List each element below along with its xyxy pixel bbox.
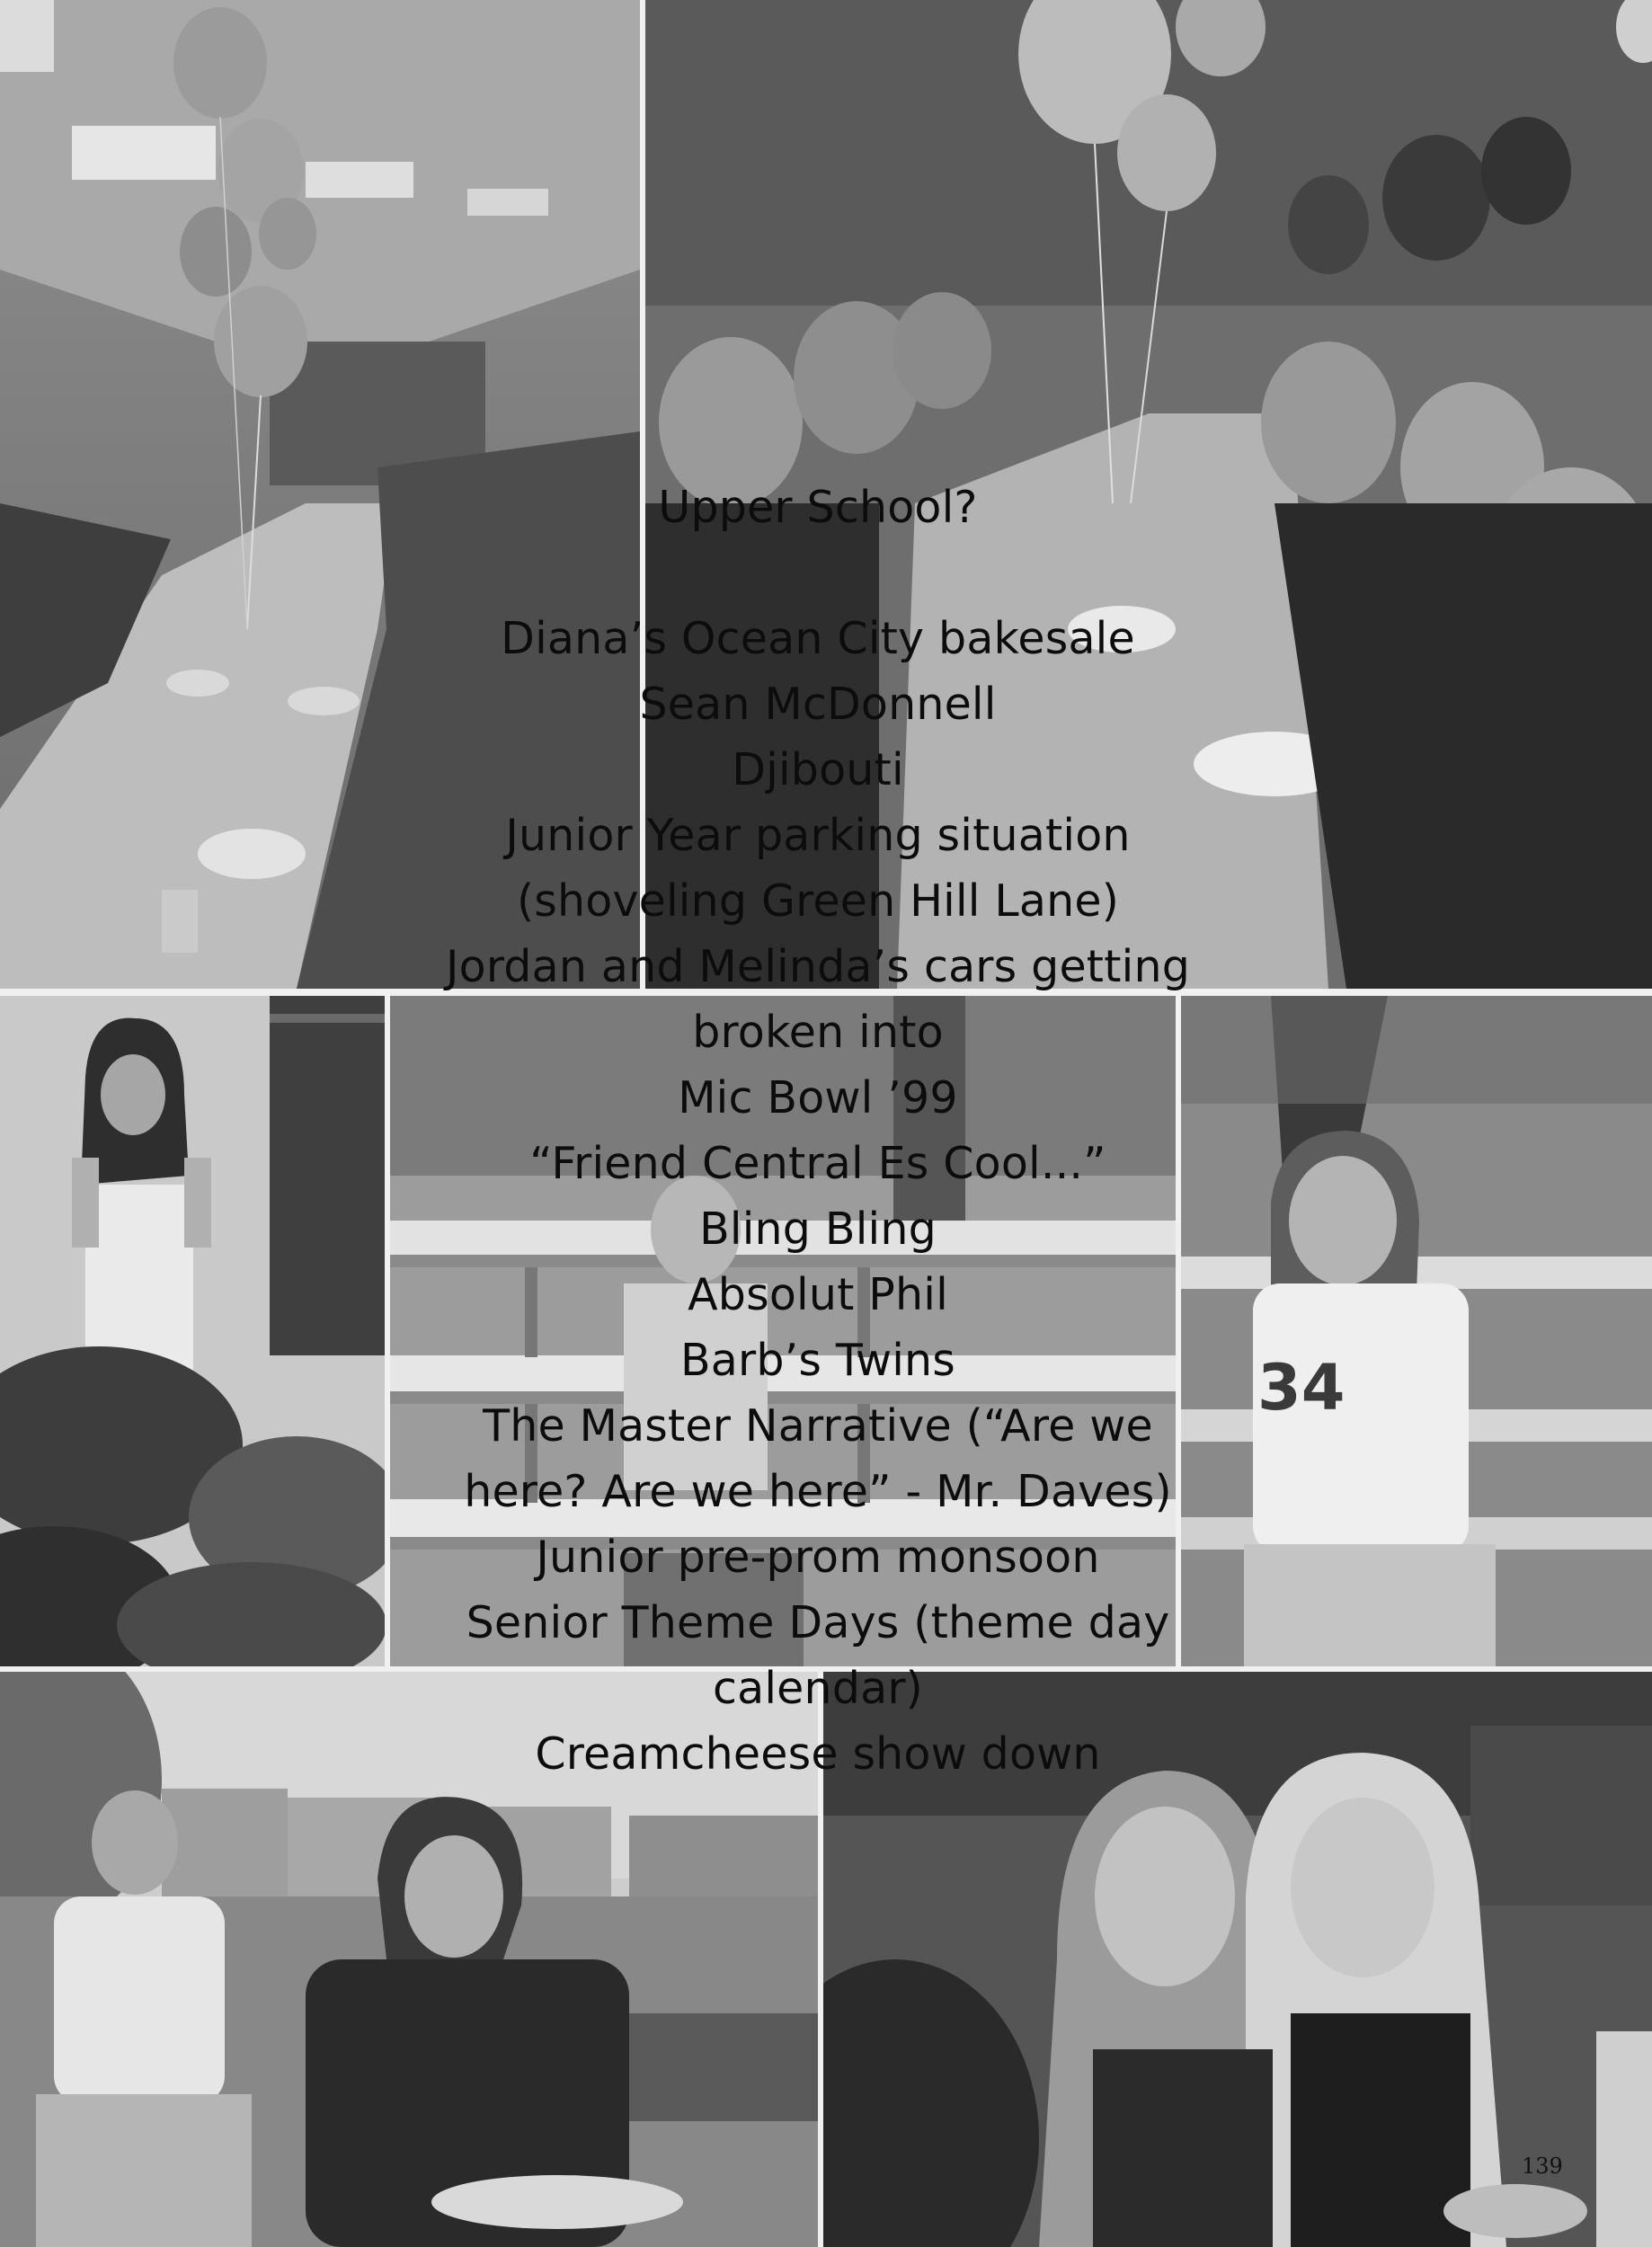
memory-item: Djibouti [732,744,904,795]
memory-item: here? Are we here” - Mr. Daves) [464,1466,1172,1517]
memory-item: Sean McDonnell [639,679,997,730]
memory-item: Creamcheese show down [535,1728,1101,1780]
memory-item: (shoveling Green Hill Lane) [516,875,1120,927]
memory-item: Barb’s Twins [679,1335,956,1386]
page-number: 139 [1522,2154,1563,2179]
memories-text-block [270,475,1366,1787]
memory-item: calendar) [713,1663,923,1714]
memory-item: Junior Year parking situation [505,810,1131,861]
memory-item: Diana’s Ocean City bakesale [501,613,1135,664]
memory-item: Mic Bowl ’99 [678,1072,958,1124]
memory-item: Absolut Phil [688,1269,948,1320]
memory-item: broken into [692,1007,944,1058]
jersey-number: 34 [1257,1351,1346,1425]
memory-item: Senior Theme Days (theme day [466,1597,1170,1648]
memory-item: The Master Narrative (“Are we [483,1400,1153,1452]
memory-item: Bling Bling [699,1203,937,1255]
memory-item: “Friend Central Es Cool...” [529,1138,1106,1189]
memory-item: Jordan and Melinda’s cars getting [445,941,1191,992]
memory-item: Junior pre-prom monsoon [536,1532,1100,1583]
page-heading: Upper School? [658,482,978,533]
